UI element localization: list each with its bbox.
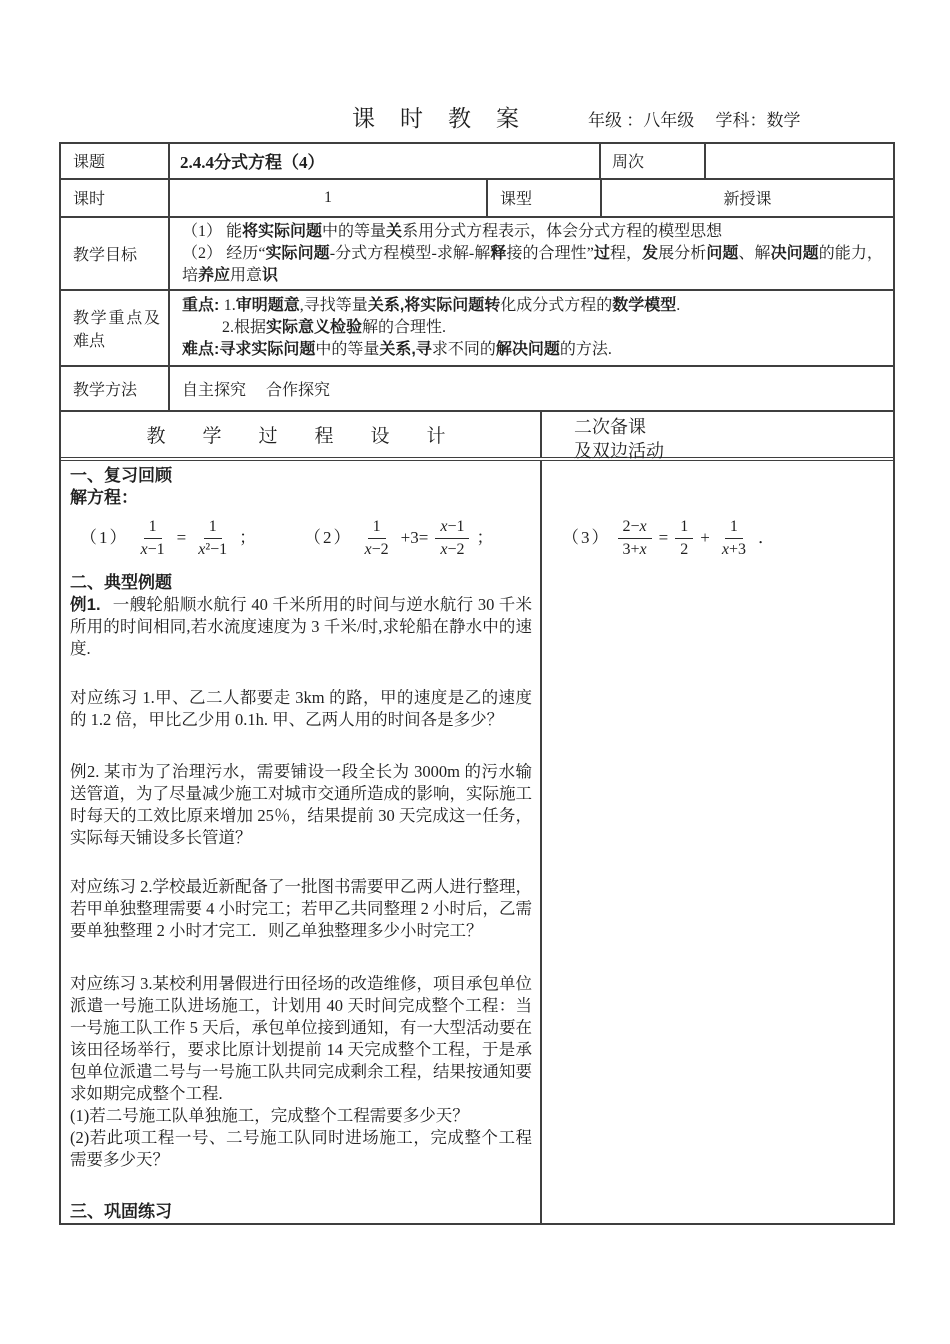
period-label: 课时 <box>61 180 170 217</box>
process-header: 教 学 过 程 设 计 <box>61 412 542 457</box>
equations-row <box>70 514 775 562</box>
practice-1: 对应练习 1.甲、乙二人都要走 3km 的路，甲的速度是乙的速度的 1.2 倍，甲比乙少用 0.1h. 甲、乙两人用的时间各是多少？ <box>70 688 532 729</box>
topic-row <box>61 144 893 180</box>
document-title: 课 时 教 案 <box>352 106 520 131</box>
keypoints-value <box>170 291 893 365</box>
secondary-prep-notes-area <box>542 461 893 1223</box>
equation-2: （2） $\frac{1}{x-2}$ +3= $\frac{x-1}{x-2}$ ； <box>300 514 502 562</box>
objectives-row <box>61 218 893 291</box>
objectives-value <box>170 218 893 289</box>
section-review-title: 一、复习回顾 <box>70 466 172 485</box>
practice-3-question-2: (2)若此项工程一号、二号施工队同时进场施工，完成整个工程需要多少天？ <box>70 1128 532 1169</box>
week-value <box>706 144 893 178</box>
keypoints-row <box>61 291 893 367</box>
example-1 <box>70 594 532 660</box>
period-row <box>61 180 893 219</box>
section-examples-title: 二、典型例题 <box>70 573 172 592</box>
process-header-row <box>61 412 893 461</box>
method-label: 教学方法 <box>61 367 170 410</box>
lesson-plan-table <box>59 142 895 1225</box>
method-value: 自主探究 合作探究 <box>182 382 331 400</box>
section-consolidation-title: 三、巩固练习 <box>70 1202 172 1221</box>
secondary-prep-line-2: 及双边活动 <box>574 441 664 461</box>
objectives-label: 教学目标 <box>61 218 170 289</box>
teaching-process-content <box>61 461 775 1223</box>
course-type-value: 新授课 <box>723 191 772 209</box>
equation-3: （3） $\frac{2-x}{3+x}$ = $\frac{1}{2}$ + $\frac{1}{x+3}$ ． <box>558 514 784 562</box>
example-1-label: 例1. <box>70 596 101 614</box>
example-2: 例2. 某市为了治理污水，需要铺设一段全长为 3000m 的污水输送管道，为了尽量减少施工对城市交通所造成的影响，实际施工时每天的工效比原来增加 25％，结果提前 30 天完成这一任务，实际每天铺设多长管道？ <box>70 762 532 847</box>
practice-3-intro: 对应练习 3.某校利用暑假进行田径场的改造维修，项目承包单位派遣一号施工队进场施工，计划用 40 天时间完成整个工程：当一号施工队工作 5 天后，承包单位接到通知，有一大型活动要在该田径场举行，要求比原计划提前 14 天完成整个工程，于是承包单位派遣二号与一号施工队共同完成剩余工程，结果按通知要求如期完成整个工程. <box>70 974 532 1103</box>
secondary-prep-header <box>542 412 893 461</box>
method-row <box>61 367 893 412</box>
example-1-text: 一艘轮船顺水航行 40 千米所用的时间与逆水航行 30 千米所用的时间相同,若水流度速度为 3 千米/时,求轮船在静水中的速度. <box>70 595 532 658</box>
secondary-prep-line-1: 二次备课 <box>574 417 646 437</box>
solve-equations-label: 解方程： <box>70 488 138 507</box>
process-content-row <box>61 461 893 1223</box>
objective-line-1: （1） 能将实际问题中的等量关系用分式方程表示，体会分式方程的模型思想 <box>182 222 723 240</box>
practice-2: 对应练习 2.学校最近新配备了一批图书需要甲乙两人进行整理，若甲单独整理需要 4 小时完工；若甲乙共同整理 2 小时后，乙需要单独整理 2 小时才完工．则乙单独整理多少小时完工？ <box>70 877 532 940</box>
keypoint-line-1: 重点: 1.审明题意,寻找等量关系,将实际问题转化成分式方程的数学模型. <box>182 297 681 315</box>
keypoints-label: 教学重点及难点 <box>61 291 170 365</box>
keypoint-line-2: 2.根据实际意义检验解的合理性. <box>222 319 447 337</box>
topic-value: 2.4.4分式方程（4） <box>170 144 601 178</box>
practice-3-question-1: (1)若二号施工队单独施工，完成整个工程需要多少天？ <box>70 1106 469 1125</box>
week-label: 周次 <box>601 144 706 178</box>
equation-1: （1） $\frac{1}{x-1}$ = $\frac{1}{\text{x²−1}}$ ； <box>76 514 265 562</box>
keypoint-line-3: 难点:寻求实际问题中的等量关系,寻求不同的解决问题的方法. <box>182 341 612 359</box>
period-value: 1 <box>170 180 488 217</box>
topic-label: 课题 <box>61 144 170 178</box>
objective-line-2: （2） 经历“实际问题-分式方程模型-求解-解释接的合理性”过程，发展分析问题、解决问题的能力，培养应用意识 <box>182 244 883 284</box>
grade-subject-meta: 年级 ：八年级 学科：数学 <box>588 111 801 130</box>
course-type-label: 课型 <box>488 180 602 217</box>
